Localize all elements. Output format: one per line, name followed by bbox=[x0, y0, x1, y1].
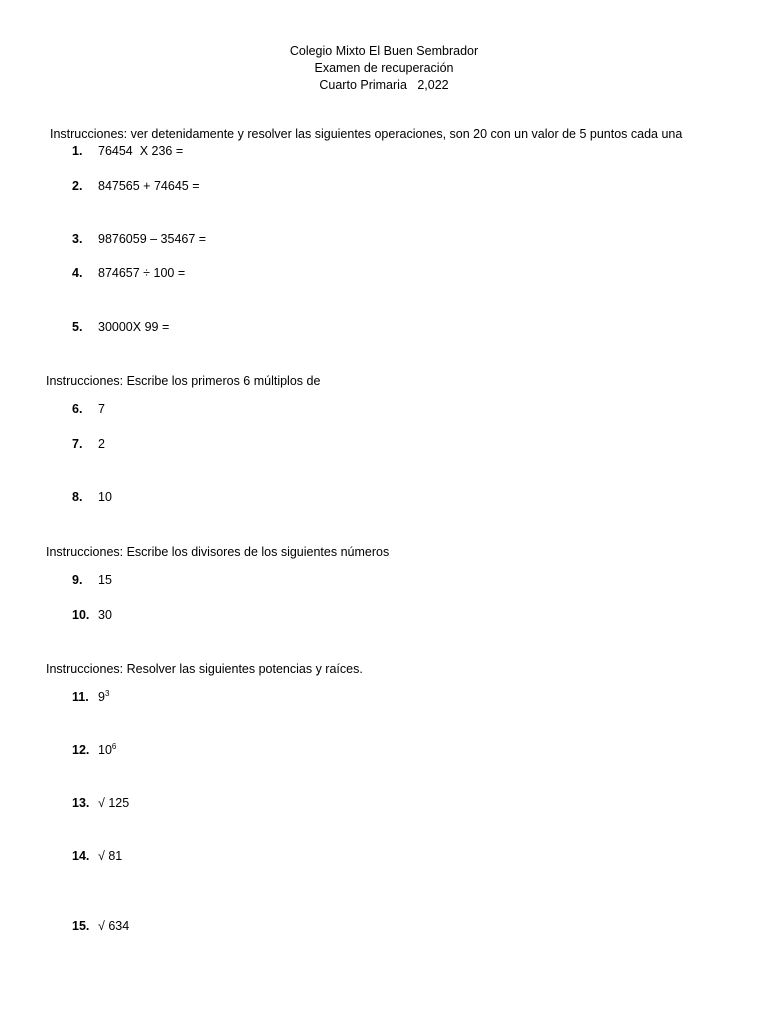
question-item bbox=[72, 795, 129, 811]
question-number: 3. bbox=[72, 232, 83, 246]
question-text bbox=[98, 742, 116, 758]
question-number: 14. bbox=[72, 849, 90, 863]
question-item bbox=[72, 143, 183, 159]
power-base: 10 bbox=[98, 743, 112, 757]
question-number: 11. bbox=[72, 690, 89, 704]
question-item bbox=[72, 848, 122, 864]
question-number: 9. bbox=[72, 573, 83, 587]
question-item bbox=[72, 607, 112, 623]
question-number: 4. bbox=[72, 266, 83, 280]
question-number: 7. bbox=[72, 437, 83, 451]
question-item bbox=[72, 178, 200, 194]
question-text: 30000X 99 = bbox=[98, 320, 170, 334]
power-base: 9 bbox=[98, 690, 105, 704]
exam-header bbox=[0, 43, 768, 94]
question-text: 15 bbox=[98, 573, 112, 587]
question-item bbox=[72, 918, 129, 934]
grade-year: Cuarto Primaria 2,022 bbox=[319, 78, 449, 92]
instruction-operations: Instrucciones: ver detenidamente y resolver las siguientes operaciones, son 20 con un valor de 5 puntos cada una bbox=[50, 127, 683, 141]
exam-title: Examen de recuperación bbox=[314, 61, 454, 75]
question-item bbox=[72, 436, 105, 452]
question-item bbox=[72, 401, 105, 417]
question-item bbox=[72, 231, 206, 247]
question-text: 30 bbox=[98, 608, 112, 622]
school-name: Colegio Mixto El Buen Sembrador bbox=[289, 44, 479, 58]
instruction-divisors: Instrucciones: Escribe los divisores de los siguientes números bbox=[46, 545, 390, 559]
question-item bbox=[72, 319, 169, 335]
question-number: 2. bbox=[72, 179, 83, 193]
question-text: 874657 ÷ 100 = bbox=[98, 266, 186, 280]
question-item bbox=[72, 689, 109, 705]
question-item bbox=[72, 489, 112, 505]
question-text: 847565 + 74645 = bbox=[98, 179, 200, 193]
question-number: 13. bbox=[72, 796, 90, 810]
power-exponent: 6 bbox=[111, 741, 117, 751]
question-item bbox=[72, 265, 185, 281]
question-number: 8. bbox=[72, 490, 83, 504]
instruction-powers-roots: Instrucciones: Resolver las siguientes potencias y raíces. bbox=[46, 662, 363, 676]
question-text: 9876059 – 35467 = bbox=[98, 232, 207, 246]
question-number: 12. bbox=[72, 743, 90, 757]
question-number: 1. bbox=[72, 144, 83, 158]
power-exponent: 3 bbox=[104, 688, 110, 698]
question-text: √ 125 bbox=[98, 796, 130, 810]
question-number: 5. bbox=[72, 320, 83, 334]
question-text: 7 bbox=[98, 402, 105, 416]
question-text: 76454 X 236 = bbox=[98, 144, 184, 158]
question-text: 2 bbox=[98, 437, 105, 451]
question-number: 10. bbox=[72, 608, 90, 622]
instruction-multiples: Instrucciones: Escribe los primeros 6 múltiplos de bbox=[46, 374, 321, 388]
question-text: √ 634 bbox=[98, 919, 130, 933]
question-text: 10 bbox=[98, 490, 112, 504]
question-number: 6. bbox=[72, 402, 83, 416]
question-text: √ 81 bbox=[98, 849, 123, 863]
question-item bbox=[72, 572, 112, 588]
question-number: 15. bbox=[72, 919, 90, 933]
question-item bbox=[72, 742, 116, 758]
question-text bbox=[98, 689, 109, 705]
